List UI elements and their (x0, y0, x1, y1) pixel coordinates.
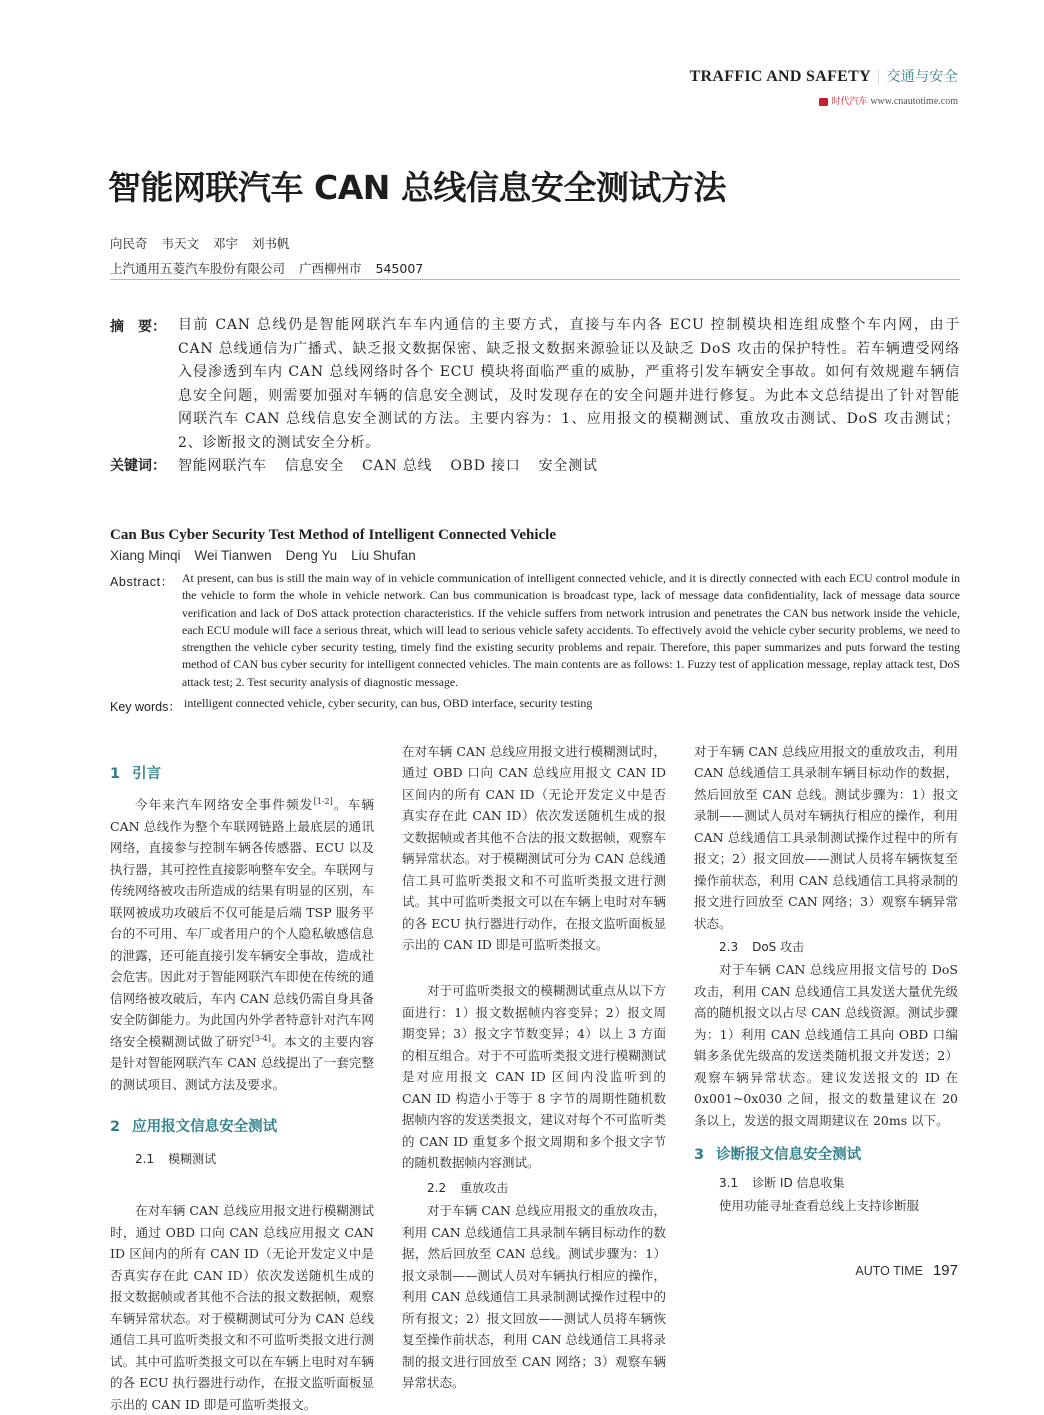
section-number: 1 (110, 766, 121, 782)
english-title: Can Bus Cyber Security Test Method of Intelligent Connected Vehicle (110, 527, 556, 543)
subsection-heading (110, 1147, 374, 1171)
section-title: 诊断报文信息安全测试 (716, 1147, 862, 1163)
paragraph: 对于车辆 CAN 总线应用报文信号的 DoS 攻击，利用 CAN 总线通信工具发送大量优先级高的随机报文以占尽 CAN 总线资源。测试步骤为：1）利用 CAN 总线通信工具向 OBD 口编辑多条优先级高的发送类随机报文并发送；2）观察车辆异常状态。建议发送报文的 ID 在 0x001~0x030 之间，报文的数量建议在 20 条以上，发送的报文周期建议在 20ms 以下。 (694, 962, 958, 1128)
keyword: 安全测试 (538, 458, 598, 474)
keywords-cn-label: 关键词： (110, 458, 166, 474)
brand-name: 时代汽车 (831, 97, 868, 107)
author: 向民奇 (110, 236, 148, 251)
brand-url[interactable]: www.cnautotime.com (870, 96, 958, 107)
section-heading (694, 1143, 958, 1167)
section-number: 3 (694, 1147, 705, 1163)
subsection-heading (402, 1176, 666, 1200)
subsection-title: DoS 攻击 (752, 940, 805, 954)
text-run: 。车辆 CAN 总线作为整个车联网链路上最底层的通讯网络，直接参与控制车辆各传感器、ECU 以及执行器，其可控性直接影响整车安全。车联网与传统网络被攻击所造成的结果有明显的区别，车联网被成功攻破后不仅可能是后端 TSP 服务平台的不可用、车厂或者用户的个人隐私敏感信息的泄露，还可能直接引发车辆安全事故，造成社会危害。因此对于智能网联汽车即使在传统的通信网络被攻破后，车内 CAN 总线仍需自身具备安全防御能力。为此国内外学者特意针对汽车网络安全模糊测试做了研究 (110, 797, 374, 1049)
keyword: 信息安全 (284, 458, 345, 474)
subsection-number: 2.2 (427, 1180, 447, 1195)
english-author-list (110, 548, 430, 563)
english-author: Xiang Minqi (110, 548, 181, 563)
abstract-en-label: Abstract： (110, 575, 174, 589)
keyword: CAN 总线 (362, 458, 433, 474)
author: 邓宇 (213, 236, 239, 251)
affiliation (110, 259, 437, 277)
citation: [1-2] (313, 796, 333, 806)
section-number: 2 (110, 1119, 121, 1135)
body-column-3 (694, 743, 958, 935)
paragraph: 对于可监听类报文的模糊测试重点从以下方面进行：1）报文数据帧内容变异；2）报文周期变异；3）报文字节数变异；4）以上 3 方面的相互组合。对于不可监听类报文进行模糊测试是对应用报文 CAN ID 区间内没监听到的 CAN ID 构造小于等于 8 字节的周期性随机数据帧内容的发送类报文，建议对每个不可监听类的 CAN ID 重复多个报文周期和多个报文字节的随机数据帧内容测试。 (402, 983, 666, 1170)
section-heading (110, 762, 374, 786)
divider (110, 279, 960, 280)
author: 刘书帆 (252, 236, 290, 251)
abstract-cn-label: 摘 要： (110, 319, 166, 335)
section-heading (110, 1115, 374, 1139)
page-number: 197 (932, 1262, 958, 1279)
body-column-1 (110, 762, 374, 1171)
subsection-title: 诊断 ID 信息收集 (752, 1176, 845, 1190)
english-author: Deng Yu (285, 548, 338, 563)
section-title: 引言 (132, 766, 162, 782)
keywords-en: intelligent connected vehicle, cyber security, can bus, OBD interface, security testing (184, 696, 593, 710)
english-author: Liu Shufan (351, 548, 416, 563)
paragraph (110, 794, 374, 1095)
text-run: 今年来汽车网络安全事件频发 (135, 797, 314, 812)
section-name: 交通与安全 (886, 69, 958, 85)
body-column-1-tail (110, 1200, 374, 1412)
subsection-number: 2.1 (135, 1152, 155, 1166)
subsection-number: 3.1 (719, 1176, 739, 1190)
subsection-number: 2.3 (719, 940, 739, 954)
body-column-2-tail (402, 1200, 666, 1390)
keyword: OBD 接口 (450, 458, 521, 474)
subsection-title: 重放攻击 (460, 1180, 509, 1195)
section-title: 应用报文信息安全测试 (132, 1119, 278, 1135)
english-author: Wei Tianwen (194, 548, 272, 563)
page-footer (855, 1262, 958, 1280)
keywords-cn (178, 455, 616, 475)
brand-logo-icon (819, 98, 828, 106)
body-column-2-b (402, 980, 666, 1200)
footer-journal: AUTO TIME (855, 1264, 923, 1278)
keyword: 智能网联汽车 (178, 458, 267, 474)
citation: [3-4] (251, 1033, 271, 1043)
article-title: 智能网联汽车 CAN 总线信息安全测试方法 (108, 168, 726, 207)
keywords-en-label: Key words： (110, 700, 181, 714)
paragraph: 在对车辆 CAN 总线应用报文进行模糊测试时，通过 OBD 口向 CAN 总线应用报文 CAN ID 区间内的所有 CAN ID（无论开发定义中是否真实存在此 CAN ID）依次发送随机生成的报文数据帧或者其他不合法的报文数据帧，观察车辆异常状态。对于模糊测试可分为 CAN 总线通信工具可监听类报文和不可监听类报文进行测试。其中可监听类报文可以在车辆上电时对车辆的各 ECU 执行器进行动作，在报文监听面板显示出的 CAN ID 即是可监听类报文。 (110, 1203, 374, 1412)
header-separator: | (876, 68, 881, 85)
subsection-title: 模糊测试 (168, 1152, 217, 1166)
brand-line (819, 94, 958, 107)
subsection-heading (694, 935, 958, 959)
journal-name: TRAFFIC AND SAFETY (689, 68, 871, 85)
paragraph-continued: 在对车辆 CAN 总线应用报文进行模糊测试时，通过 OBD 口向 CAN 总线应用报文 CAN ID 区间内的所有 CAN ID（无论开发定义中是否真实存在此 CAN ID）依次发送随机生成的报文数据帧或者其他不合法的报文数据帧，观察车辆异常状态。对于模糊测试可分为 CAN 总线通信工具可监听类报文和不可监听类报文进行测试。其中可监听类报文可以在车辆上电时对车辆的各 ECU 执行器进行动作，在报文监听面板显示出的 CAN ID 即是可监听类报文。 (402, 743, 666, 952)
text-run: 。本文的主要内容是针对智能网联汽车 CAN 总线提出了一套完整的测试项目、测试方法及要求。 (110, 1033, 374, 1092)
body-column-3-b (694, 935, 958, 1217)
abstract-cn-text: 目前 CAN 总线仍是智能网联汽车车内通信的主要方式，直接与车内各 ECU 控制模块相连组成整个车内网，由于 CAN 总线通信为广播式、缺乏报文数据保密、缺乏报文数据来源验证以及缺乏 DoS 攻击的保护特性。若车辆遭受网络入侵渗透到车内 CAN 总线网络时各个 ECU 模块将面临严重的威胁，严重将引发车辆安全事故。如何有效规避车辆信息安全问题，则需要加强对车辆的信息安全测试，及时发现存在的安全问题并进行修复。为此本文总结提出了针对智能网联汽车 CAN 总线信息安全测试的方法。主要内容为：1、应用报文的模糊测试、重放攻击测试、DoS 攻击测试；2、诊断报文的测试安全分析。 (178, 317, 960, 451)
affiliation-org: 上汽通用五菱汽车股份有限公司 (110, 261, 286, 276)
journal-header (690, 66, 958, 86)
author-list (110, 234, 304, 252)
body-column-2 (402, 743, 666, 978)
affiliation-city: 广西柳州市 (299, 261, 362, 276)
paragraph: 使用功能寻址查看总线上支持诊断服 (719, 1198, 920, 1213)
author: 韦天文 (161, 236, 200, 251)
paragraph-continued: 对于车辆 CAN 总线应用报文的重放攻击，利用 CAN 总线通信工具录制车辆目标动作的数据，然后回放至 CAN 总线。测试步骤为：1）报文录制——测试人员对车辆执行相应的操作，利用 CAN 总线通信工具录制测试操作过程中的所有报文；2）报文回放——测试人员将车辆恢复至操作前状态，利用 CAN 总线通信工具将录制的报文进行回放至 CAN 网络；3）观察车辆异常状态。 (694, 743, 958, 931)
abstract-en-text: At present, can bus is still the main way of in vehicle communication of intelligent connected vehicle, and it is directly connected with each ECU control module in the vehicle to form the whole in vehicle network. Can bus communication is broadcast type, lack of message data confidentiality, lack of message data source verification and lack of DoS attack protection characteristics. If the vehicle suffers from network intrusion and penetrates the CAN bus network inside the vehicle, each ECU module will face a serious threat, which will lead to serious vehicle safety accidents. To effectively avoid the vehicle cyber security problems, we need to strengthen the vehicle cyber security testing, timely find the existing security problems and repair. Therefore, this paper summarizes and puts forward the testing method of CAN bus cyber security for intelligent connected vehicles. The main contents are as follows: 1. Fuzzy test of application message, replay attack test, DoS attack test; 2. Test security analysis of diagnostic message. (182, 571, 960, 689)
affiliation-postcode: 545007 (375, 261, 424, 276)
subsection-heading (694, 1171, 958, 1195)
paragraph: 对于车辆 CAN 总线应用报文的重放攻击，利用 CAN 总线通信工具录制车辆目标动作的数据，然后回放至 CAN 总线。测试步骤为：1）报文录制——测试人员对车辆执行相应的操作，利用 CAN 总线通信工具录制测试操作过程中的所有报文；2）报文回放——测试人员将车辆恢复至操作前状态，利用 CAN 总线通信工具将录制的报文进行回放至 CAN 网络；3）观察车辆异常状态。 (402, 1203, 666, 1390)
